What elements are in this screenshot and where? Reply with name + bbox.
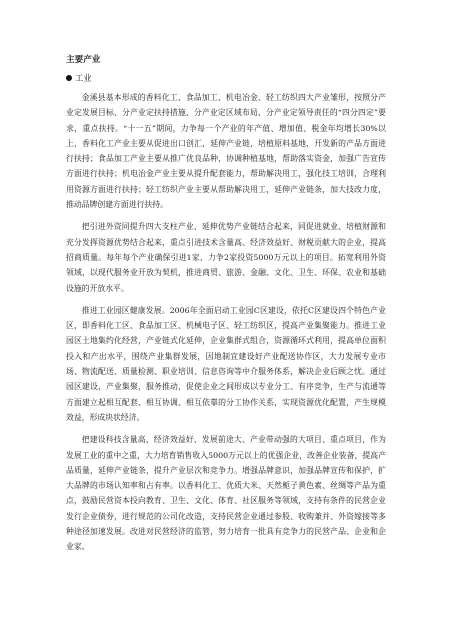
subsection-label: 工业 — [75, 73, 92, 83]
paragraph-key-projects: 把建设科技含量高、经济效益好、发展前途大、产业带动强的大项目、重点项目，作为发展工业的重中之重，大力培育销售收入5000万元以上的优强企业，改善企业装备，提高产品质量，延伸产业链条，提升产业层次和竞争力。增强品牌意识，加强品牌宣传和保护，扩大品牌的市场认知率和占有率。以香料化工、优质大米、天然栀子黄色素、丝绸等产品为重点，鼓励民营资本投向教育、卫生、文化、体育、社区服务等领域，支持有条件的民营企业发行企业债券，进行规范的公司化改造，支持民营企业通过参股、收购兼并、外资嫁接等多种途径加速发展。改进对民营经济的监管，努力培育一批具有竞争力的民营产品、企业和企业家。 — [66, 435, 386, 552]
subsection-heading — [66, 72, 386, 84]
document-body — [66, 54, 386, 562]
paragraph-industry-overview: 金溪县基本形成的香料化工、食品加工、机电冶金、轻工纺织四大产业雏形，按照分产业定发展目标、分产业定扶持措施、分产业定区域布局、分产业定领导责任的“四分四定”要求，重点扶持。“十一五”期间，力争每一个产业的年产值、增加值、税金年均增长30%以上，香料化工产业主要从促进出口创汇，延伸产业链，培植原料基地，开发新的产品方面进行扶持；食品加工产业主要从推广优良品种，协调种植基地，帮助落实资金，加强广告宣传方面进行扶持；机电冶金产业主要从提升配套能力，帮助解决用工，强化技工培训，合理利用资源方面进行扶持；轻工纺织产业主要从帮助解决用工，延伸产业链条，加大技改力度，推动品牌创建方面进行扶持。 — [66, 93, 386, 210]
paragraph-foreign-investment: 把引进外资同提升四大支柱产业、延伸优势产业链结合起来，同促进就业、培植财源和充分发挥资源优势结合起来，重点引进技术含量高、经济效益好、财税贡献大的企业，提高招商质量。每年每个产业确保引进1家、力争2家投资5000万元以上的项目。拓宽利用外资领域，以现代服务业开放为契机，推进商贸、旅游、金融、文化、卫生、环保、农业和基础设施的开放水平。 — [66, 222, 386, 293]
bullet-icon — [66, 75, 72, 81]
section-title: 主要产业 — [66, 55, 101, 65]
paragraph-industrial-park: 推进工业园区健康发展。2006年全面启动工业园C区建设，依托C区建设四个特色产业区，即香料化工区、食品加工区、机械电子区、轻工纺织区，提高产业集聚能力。推进工业园区土地集约化经营，产业链式化延伸，企业集群式组合，资源循环式利用，提高单位面积投入和产出水平，围绕产业集群发展，因地制宜建设好产业配送协作区，大力发展专业市场、物流配送、质量检测、职业培训、信息咨询等中介服务体系，解决企业后顾之忧。通过园区建设，产业集聚，服务推动，促使企业之间形成以专业分工、有序竞争，生产与流通等方面建立起相互配套、相互协调、相互依靠的分工协作关系，实现资源优化配置，产生规模效益，形成块状经济。 — [66, 305, 386, 422]
